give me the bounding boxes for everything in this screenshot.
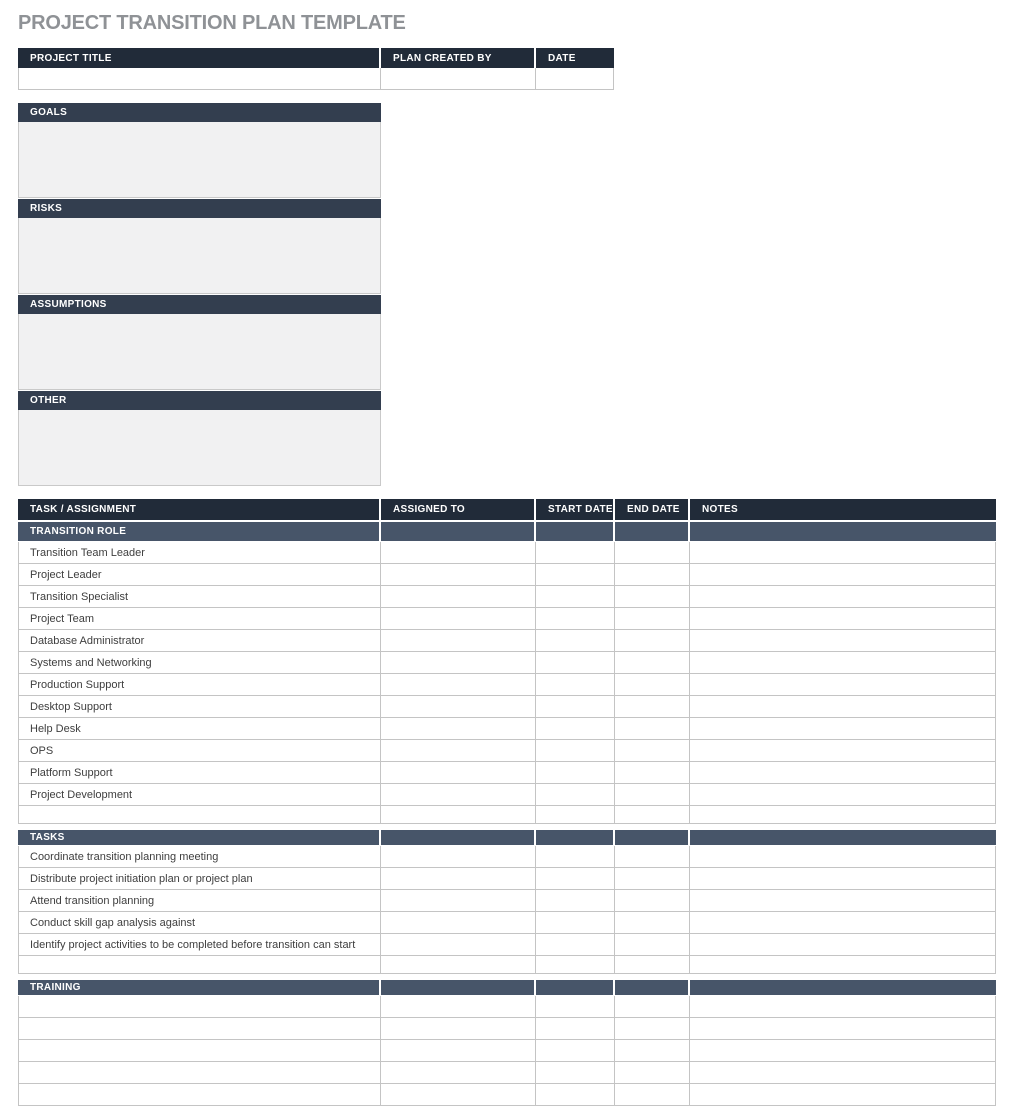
empty-task-row	[18, 1084, 996, 1106]
date-input[interactable]	[536, 68, 614, 90]
cell-notes[interactable]	[690, 1084, 996, 1106]
section-goals-input[interactable]	[18, 122, 381, 198]
task-table	[18, 499, 996, 1106]
cell-assigned-to[interactable]	[381, 912, 536, 934]
cell-notes[interactable]	[690, 740, 996, 762]
task-row	[18, 846, 996, 868]
cell-end-date[interactable]	[615, 608, 690, 630]
cell-end-date[interactable]	[615, 846, 690, 868]
task-row	[18, 784, 996, 806]
cell-assigned-to[interactable]	[381, 868, 536, 890]
cell-end-date[interactable]	[615, 586, 690, 608]
col-header-end-date: END DATE	[615, 499, 690, 520]
cell-start-date[interactable]	[536, 912, 615, 934]
cell-start-date[interactable]	[536, 696, 615, 718]
cell-end-date[interactable]	[615, 740, 690, 762]
cell-start-date[interactable]	[536, 846, 615, 868]
task-row	[18, 542, 996, 564]
task-row	[18, 740, 996, 762]
cell-end-date[interactable]	[615, 1040, 690, 1062]
cell-end-date[interactable]	[615, 912, 690, 934]
cell-notes[interactable]	[690, 890, 996, 912]
cell-task-label: Coordinate transition planning meeting	[18, 846, 381, 868]
task-row	[18, 630, 996, 652]
cell-end-date[interactable]	[615, 542, 690, 564]
cell-notes[interactable]	[690, 762, 996, 784]
cell-notes[interactable]	[690, 934, 996, 956]
task-row	[18, 586, 996, 608]
project-info-table	[18, 48, 614, 90]
project-info-value-row	[18, 68, 614, 90]
cell-task-label: Project Development	[18, 784, 381, 806]
cell-task-label: Transition Team Leader	[18, 542, 381, 564]
task-row	[18, 890, 996, 912]
cell-task-label[interactable]	[18, 956, 381, 974]
cell-start-date[interactable]	[536, 996, 615, 1018]
summary-sections	[18, 103, 381, 486]
empty-task-row	[18, 1062, 996, 1084]
task-row	[18, 674, 996, 696]
cell-start-date[interactable]	[536, 542, 615, 564]
cell-task-label[interactable]	[18, 1040, 381, 1062]
cell-assigned-to[interactable]	[381, 1040, 536, 1062]
empty-task-row	[18, 1018, 996, 1040]
task-row	[18, 934, 996, 956]
cell-notes[interactable]	[690, 996, 996, 1018]
cell-task-label: Project Team	[18, 608, 381, 630]
section-other-input[interactable]	[18, 410, 381, 486]
section-risks-input[interactable]	[18, 218, 381, 294]
cell-assigned-to[interactable]	[381, 564, 536, 586]
plan-created-by-input[interactable]	[381, 68, 536, 90]
cell-end-date[interactable]	[615, 996, 690, 1018]
cell-notes[interactable]	[690, 1040, 996, 1062]
task-row	[18, 912, 996, 934]
cell-task-label: Attend transition planning	[18, 890, 381, 912]
cell-end-date[interactable]	[615, 890, 690, 912]
cell-assigned-to[interactable]	[381, 996, 536, 1018]
cell-task-label: Conduct skill gap analysis against	[18, 912, 381, 934]
cell-task-label: Identify project activities to be completed before transition can start	[18, 934, 381, 956]
section-other	[18, 391, 381, 486]
project-title-header: PROJECT TITLE	[18, 48, 381, 68]
cell-end-date[interactable]	[615, 630, 690, 652]
cell-assigned-to[interactable]	[381, 674, 536, 696]
section-other-header: OTHER	[18, 391, 381, 410]
cell-notes[interactable]	[690, 912, 996, 934]
cell-assigned-to[interactable]	[381, 1084, 536, 1106]
cell-end-date[interactable]	[615, 1018, 690, 1040]
task-row	[18, 868, 996, 890]
cell-notes[interactable]	[690, 652, 996, 674]
cell-assigned-to[interactable]	[381, 608, 536, 630]
section-risks-header: RISKS	[18, 199, 381, 218]
cell-task-label[interactable]	[18, 1018, 381, 1040]
cell-start-date[interactable]	[536, 586, 615, 608]
project-title-input[interactable]	[18, 68, 381, 90]
cell-task-label: Platform Support	[18, 762, 381, 784]
col-header-notes: NOTES	[690, 499, 996, 520]
cell-end-date[interactable]	[615, 674, 690, 696]
cell-task-label[interactable]	[18, 806, 381, 824]
cell-task-label: Distribute project initiation plan or project plan	[18, 868, 381, 890]
cell-end-date[interactable]	[615, 956, 690, 974]
col-header-task-assignment: TASK / ASSIGNMENT	[18, 499, 381, 520]
cell-notes[interactable]	[690, 696, 996, 718]
cell-notes[interactable]	[690, 630, 996, 652]
cell-end-date[interactable]	[615, 1062, 690, 1084]
group-label: TRAINING	[18, 974, 381, 996]
cell-end-date[interactable]	[615, 784, 690, 806]
group-header-training	[18, 974, 996, 996]
cell-assigned-to[interactable]	[381, 630, 536, 652]
cell-task-label[interactable]	[18, 996, 381, 1018]
cell-notes[interactable]	[690, 846, 996, 868]
cell-end-date[interactable]	[615, 762, 690, 784]
cell-end-date[interactable]	[615, 718, 690, 740]
cell-end-date[interactable]	[615, 652, 690, 674]
cell-end-date[interactable]	[615, 806, 690, 824]
cell-start-date[interactable]	[536, 564, 615, 586]
cell-assigned-to[interactable]	[381, 956, 536, 974]
cell-notes[interactable]	[690, 806, 996, 824]
cell-notes[interactable]	[690, 784, 996, 806]
section-goals-header: GOALS	[18, 103, 381, 122]
cell-end-date[interactable]	[615, 868, 690, 890]
task-row	[18, 608, 996, 630]
empty-task-row	[18, 996, 996, 1018]
cell-notes[interactable]	[690, 608, 996, 630]
cell-assigned-to[interactable]	[381, 586, 536, 608]
page-title: PROJECT TRANSITION PLAN TEMPLATE	[18, 12, 406, 34]
section-assumptions	[18, 295, 381, 390]
cell-assigned-to[interactable]	[381, 890, 536, 912]
cell-start-date[interactable]	[536, 1018, 615, 1040]
group-header-tasks	[18, 824, 996, 846]
cell-assigned-to[interactable]	[381, 806, 536, 824]
cell-assigned-to[interactable]	[381, 542, 536, 564]
cell-end-date[interactable]	[615, 1084, 690, 1106]
cell-task-label: Transition Specialist	[18, 586, 381, 608]
cell-end-date[interactable]	[615, 564, 690, 586]
cell-notes[interactable]	[690, 542, 996, 564]
cell-task-label[interactable]	[18, 1084, 381, 1106]
cell-assigned-to[interactable]	[381, 1018, 536, 1040]
group-label: TASKS	[18, 824, 381, 846]
cell-start-date[interactable]	[536, 740, 615, 762]
cell-start-date[interactable]	[536, 674, 615, 696]
cell-start-date[interactable]	[536, 934, 615, 956]
empty-task-row	[18, 956, 996, 974]
empty-task-row	[18, 806, 996, 824]
task-row	[18, 696, 996, 718]
plan-created-by-header: PLAN CREATED BY	[381, 48, 536, 68]
cell-task-label: OPS	[18, 740, 381, 762]
cell-start-date[interactable]	[536, 1040, 615, 1062]
empty-task-row	[18, 1040, 996, 1062]
cell-notes[interactable]	[690, 718, 996, 740]
cell-task-label: Production Support	[18, 674, 381, 696]
section-risks	[18, 199, 381, 294]
group-header-transition-role	[18, 520, 996, 542]
cell-task-label: Help Desk	[18, 718, 381, 740]
cell-start-date[interactable]	[536, 868, 615, 890]
cell-assigned-to[interactable]	[381, 934, 536, 956]
cell-assigned-to[interactable]	[381, 1062, 536, 1084]
cell-start-date[interactable]	[536, 1084, 615, 1106]
section-assumptions-input[interactable]	[18, 314, 381, 390]
cell-task-label: Desktop Support	[18, 696, 381, 718]
cell-notes[interactable]	[690, 1018, 996, 1040]
cell-assigned-to[interactable]	[381, 762, 536, 784]
cell-assigned-to[interactable]	[381, 784, 536, 806]
cell-start-date[interactable]	[536, 1062, 615, 1084]
col-header-assigned-to: ASSIGNED TO	[381, 499, 536, 520]
task-table-header-row	[18, 499, 996, 520]
cell-task-label: Systems and Networking	[18, 652, 381, 674]
task-row	[18, 564, 996, 586]
cell-end-date[interactable]	[615, 934, 690, 956]
cell-task-label: Project Leader	[18, 564, 381, 586]
cell-start-date[interactable]	[536, 784, 615, 806]
cell-task-label[interactable]	[18, 1062, 381, 1084]
cell-start-date[interactable]	[536, 890, 615, 912]
cell-assigned-to[interactable]	[381, 696, 536, 718]
cell-start-date[interactable]	[536, 718, 615, 740]
cell-notes[interactable]	[690, 564, 996, 586]
cell-assigned-to[interactable]	[381, 740, 536, 762]
project-info-header-row	[18, 48, 614, 68]
cell-assigned-to[interactable]	[381, 652, 536, 674]
col-header-start-date: START DATE	[536, 499, 615, 520]
cell-start-date[interactable]	[536, 608, 615, 630]
task-row	[18, 718, 996, 740]
cell-start-date[interactable]	[536, 806, 615, 824]
cell-notes[interactable]	[690, 674, 996, 696]
cell-start-date[interactable]	[536, 630, 615, 652]
cell-notes[interactable]	[690, 956, 996, 974]
cell-notes[interactable]	[690, 868, 996, 890]
task-row	[18, 652, 996, 674]
cell-start-date[interactable]	[536, 762, 615, 784]
cell-end-date[interactable]	[615, 696, 690, 718]
cell-assigned-to[interactable]	[381, 846, 536, 868]
date-header: DATE	[536, 48, 614, 68]
cell-notes[interactable]	[690, 586, 996, 608]
section-goals	[18, 103, 381, 198]
cell-notes[interactable]	[690, 1062, 996, 1084]
section-assumptions-header: ASSUMPTIONS	[18, 295, 381, 314]
cell-assigned-to[interactable]	[381, 718, 536, 740]
task-row	[18, 762, 996, 784]
cell-start-date[interactable]	[536, 956, 615, 974]
cell-start-date[interactable]	[536, 652, 615, 674]
cell-task-label: Database Administrator	[18, 630, 381, 652]
group-label: TRANSITION ROLE	[18, 520, 381, 542]
